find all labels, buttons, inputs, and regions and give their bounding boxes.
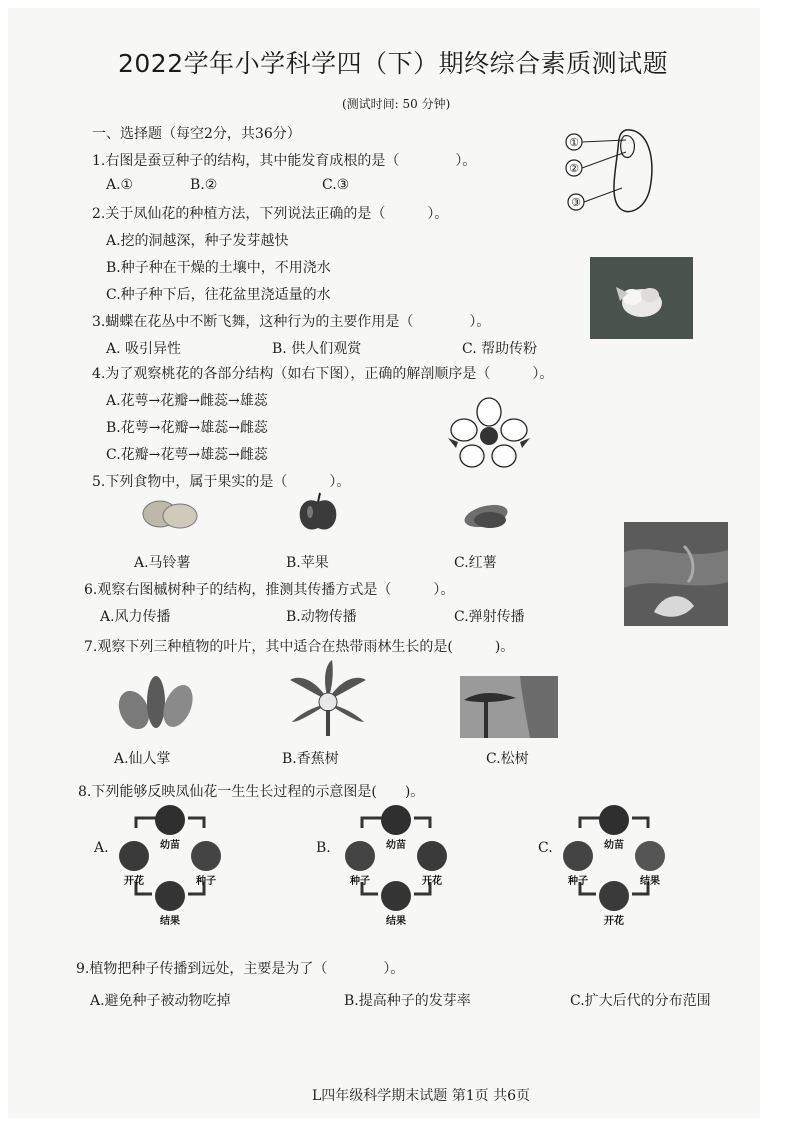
cycle-a-bottom-label: 结果 [160,916,180,927]
cycle-a-top-label: 幼苗 [160,840,180,851]
question-4-option-b: B.花萼→花瓣→雄蕊→雌蕊 [106,420,268,436]
broad-bean-seed-diagram [560,118,660,222]
question-5-option-c: C.红薯 [454,555,497,571]
question-8-option-a: A. [94,840,109,856]
question-9-option-b: B.提高种子的发芽率 [344,993,471,1009]
cycle-diagram-a [112,798,228,930]
cycle-a-right-label: 种子 [196,876,216,887]
question-9-option-c: C.扩大后代的分布范围 [570,993,711,1009]
seed-label-1: ① [569,136,579,149]
pine-tree-image [460,676,558,738]
question-5-option-a: A.马铃薯 [134,555,191,571]
question-5-option-b: B.苹果 [286,555,329,571]
question-9-stem: 9.植物把种子传播到远处，主要是为了（ ）。 [76,961,405,977]
question-2-option-a: A.挖的洞越深，种子发芽越快 [106,233,289,249]
question-2-option-c: C.种子种下后，往花盆里浇适量的水 [106,287,331,303]
section-heading: 一、选择题（每空2分，共36分） [92,126,301,142]
question-3-option-a: A. 吸引异性 [106,341,182,357]
cycle-a-left-label: 开花 [124,876,144,887]
question-7-option-c: C.松树 [486,751,529,767]
cycle-c-bottom-label: 开花 [604,916,624,927]
seed-label-3: ③ [571,196,581,209]
page-title: 2022学年小学科学四（下）期终综合素质测试题 [118,49,669,78]
cycle-c-top-label: 幼苗 [604,840,624,851]
page-footer: L四年级科学期末试题 第1页 共6页 [312,1088,531,1104]
question-2-stem: 2.关于凤仙花的种植方法，下列说法正确的是（ ）。 [92,206,449,222]
question-5-stem: 5.下列食物中，属于果实的是（ ）。 [92,474,351,490]
potato-image [138,496,202,532]
question-7-option-a: A.仙人掌 [114,751,171,767]
question-2-option-b: B.种子种在干燥的土壤中，不用浇水 [106,260,331,276]
question-6-option-a: A.风力传播 [100,609,171,625]
question-6-option-c: C.弹射传播 [454,609,525,625]
cactus-image [116,666,196,732]
question-1-stem: 1.右图是蚕豆种子的结构，其中能发育成根的是（ ）。 [92,153,477,169]
maple-seed-photo [624,522,728,626]
question-4-option-c: C.花瓣→花萼→雄蕊→雌蕊 [106,447,268,463]
question-4-stem: 4.为了观察桃花的各部分结构（如右下图），正确的解剖顺序是（ ）。 [92,366,554,382]
sweet-potato-image [460,496,512,534]
question-9-option-a: A.避免种子被动物吃掉 [90,993,231,1009]
apple-image [296,490,340,534]
question-3-option-b: B. 供人们观赏 [272,341,362,357]
cycle-b-top-label: 幼苗 [386,840,406,851]
question-8-stem: 8.下列能够反映凤仙花一生生长过程的示意图是( )。 [78,784,425,800]
peach-blossom-illustration [448,396,530,470]
banana-tree-image [286,660,370,738]
cycle-b-right-label: 开花 [422,876,442,887]
cycle-c-left-label: 种子 [568,876,588,887]
question-3-option-c: C. 帮助传粉 [462,341,538,357]
butterfly-photo [590,257,693,339]
question-1-option-b: B.② [190,177,218,193]
question-1-option-a: A.① [106,177,134,193]
question-7-stem: 7.观察下列三种植物的叶片，其中适合在热带雨林生长的是( )。 [84,639,515,655]
question-8-option-c: C. [538,840,553,856]
test-duration: (测试时间: 50 分钟) [342,97,451,111]
cycle-b-left-label: 种子 [350,876,370,887]
question-6-stem: 6.观察右图槭树种子的结构，推测其传播方式是（ ）。 [84,582,455,598]
question-8-option-b: B. [316,840,331,856]
question-6-option-b: B.动物传播 [286,609,357,625]
cycle-diagram-b [338,798,454,930]
cycle-diagram-c [556,798,672,930]
cycle-b-bottom-label: 结果 [386,916,406,927]
seed-label-2: ② [569,162,579,175]
question-4-option-a: A.花萼→花瓣→雌蕊→雄蕊 [106,393,268,409]
question-7-option-b: B.香蕉树 [282,751,339,767]
cycle-c-right-label: 结果 [640,876,660,887]
question-1-option-c: C.③ [322,177,350,193]
question-3-stem: 3.蝴蝶在花丛中不断飞舞，这种行为的主要作用是（ ）。 [92,314,491,330]
